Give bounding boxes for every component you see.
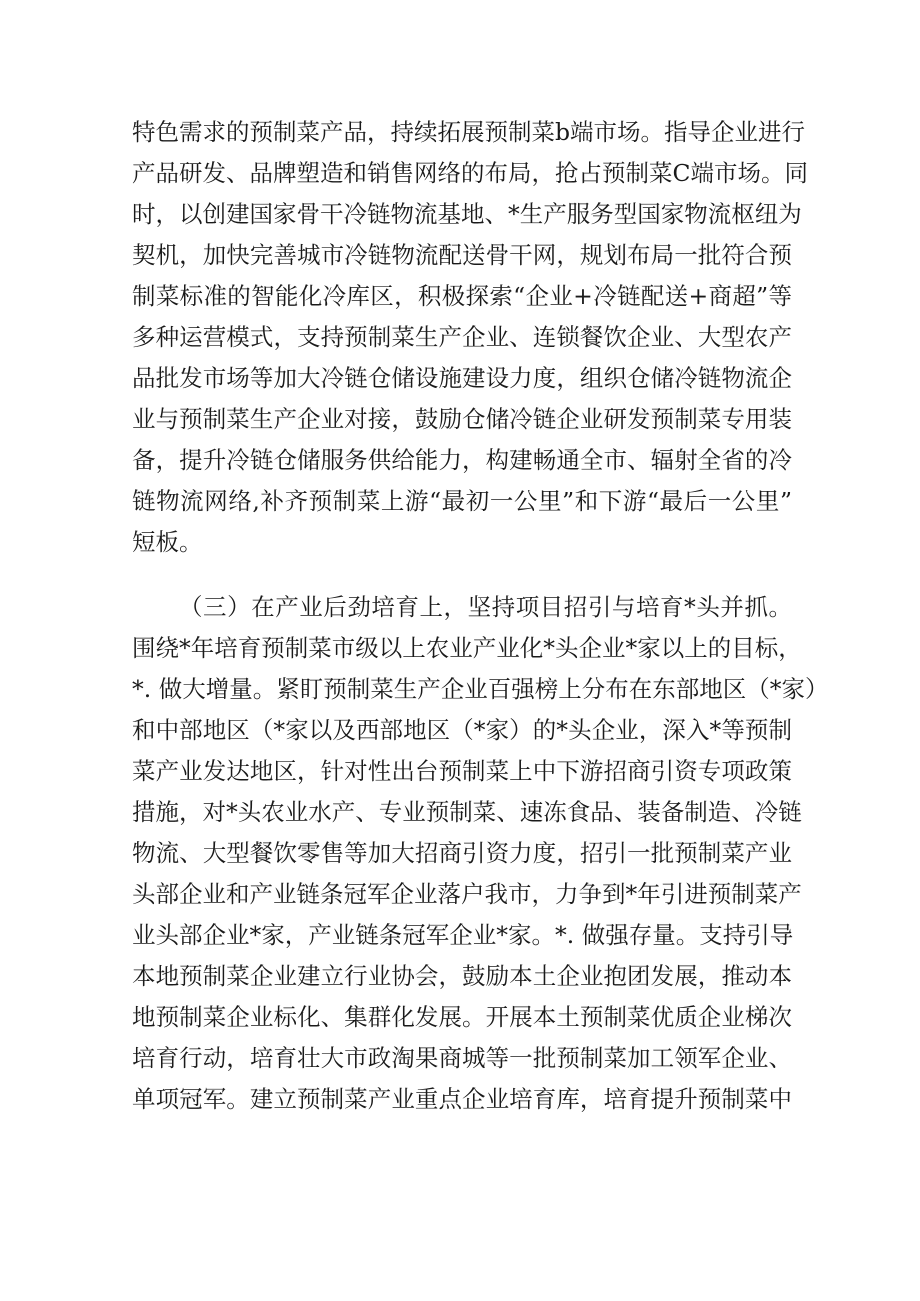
text-line: 培育行动，培育壮大市政淘果商城等一批预制菜加工领军企业、	[132, 1044, 792, 1072]
text-line: 契机，加快完善城市冷链物流配送骨干网，规划布局一批符合预	[132, 241, 792, 269]
text-line: 菜产业发达地区，针对性出台预制菜上中下游招商引资专项政策	[132, 757, 792, 785]
text-line: 链物流网络,补齐预制菜上游“最初一公里”和下游“最后一公里”	[132, 487, 792, 515]
text-line: 措施，对*头农业水产、专业预制菜、速冻食品、装备制造、冷链	[132, 798, 802, 826]
text-line: 单项冠军。建立预制菜产业重点企业培育库，培育提升预制菜中	[132, 1085, 792, 1113]
text-line: 业与预制菜生产企业对接，鼓励仓储冷链企业研发预制菜专用装	[132, 405, 792, 433]
text-line: 时，以创建国家骨干冷链物流基地、*生产服务型国家物流枢纽为	[132, 200, 802, 228]
text-line: 地预制菜企业标化、集群化发展。开展本土预制菜优质企业梯次	[132, 1003, 792, 1031]
text-line: 制菜标准的智能化冷库区，积极探索“企业+冷链配送+商超”等	[132, 282, 792, 310]
text-line: 头部企业和产业链条冠军企业落户我市，力争到*年引进预制菜产	[132, 880, 802, 908]
text-line: 围绕*年培育预制菜市级以上农业产业化*头企业*家以上的目标，	[132, 634, 802, 662]
text-line: 业头部企业*家，产业链条冠军企业*家。*. 做强存量。支持引导	[132, 921, 794, 949]
paragraph-industry-cultivation	[132, 587, 829, 1120]
text-line: 物流、大型餐饮零售等加大招商引资力度，招引一批预制菜产业	[132, 839, 792, 867]
text-line: 本地预制菜企业建立行业协会，鼓励本土企业抱团发展，推动本	[132, 962, 792, 990]
text-line: 品批发市场等加大冷链仓储设施建设力度，组织仓储冷链物流企	[132, 364, 792, 392]
text-line: 和中部地区（*家以及西部地区（*家）的*头企业，深入*等预制	[132, 716, 792, 744]
text-line: 产品研发、品牌塑造和销售网络的布局，抢占预制菜C端市场。同	[132, 159, 808, 187]
text-line: 备，提升冷链仓储服务供给能力，构建畅通全市、辐射全省的冷	[132, 446, 792, 474]
section-heading-line: （三）在产业后劲培育上，坚持项目招引与培育*头并抓。	[179, 593, 792, 621]
text-line: 多种运营模式，支持预制菜生产企业、连锁餐饮企业、大型农产	[132, 323, 792, 351]
text-line: *. 做大增量。紧盯预制菜生产企业百强榜上分布在东部地区（*家）	[132, 675, 829, 703]
text-line: 短板。	[132, 528, 203, 556]
paragraph-cold-chain	[132, 112, 808, 563]
text-line: 特色需求的预制菜产品，持续拓展预制菜b端市场。指导企业进行	[132, 118, 806, 146]
